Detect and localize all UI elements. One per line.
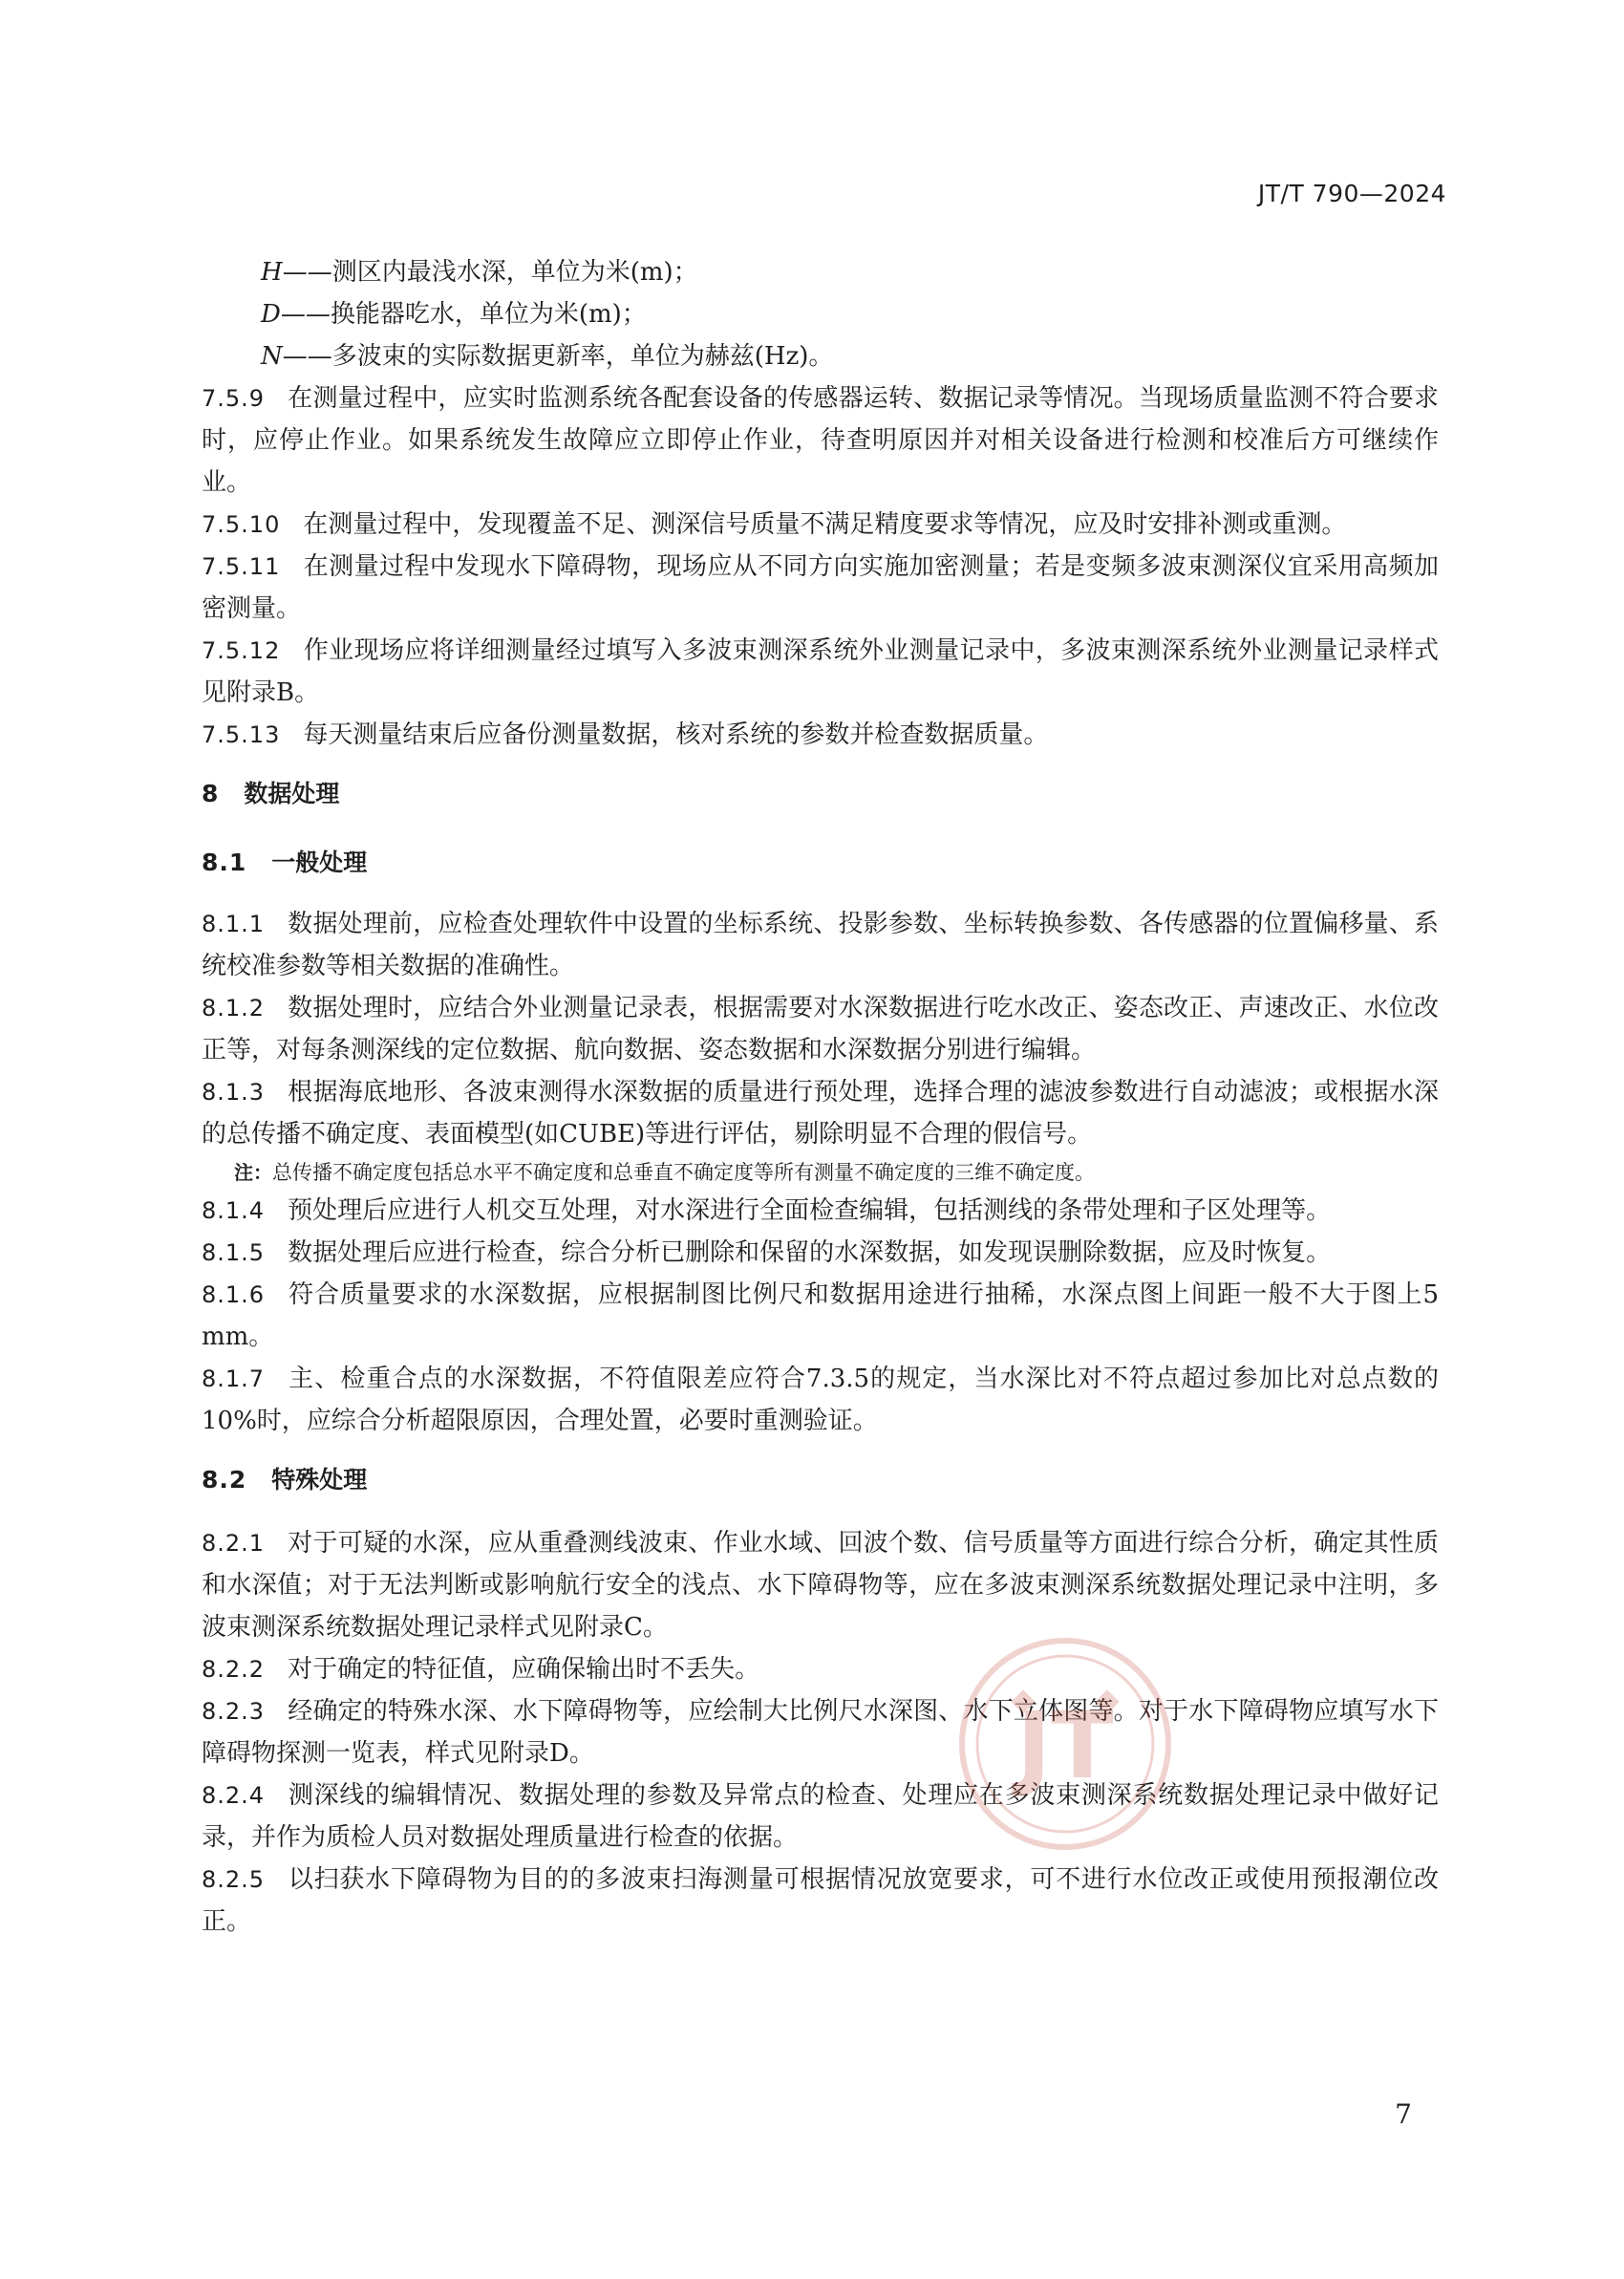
clause-number: 8.1.2 [202, 995, 266, 1021]
section-heading-8-2 [202, 1459, 1439, 1501]
clause-text: 主、检重合点的水深数据，不符值限差应符合7.3.5的规定，当水深比对不符点超过参加比对总点数的10%时，应综合分析超限原因，合理处置，必要时重测验证。 [202, 1365, 1439, 1435]
clause-text: 测深线的编辑情况、数据处理的参数及异常点的检查、处理应在多波束测深系统数据处理记录中做好记录，并作为质检人员对数据处理质量进行检查的依据。 [202, 1781, 1439, 1852]
section-heading-8-1 [202, 842, 1439, 884]
clause-8-2-1 [202, 1522, 1439, 1648]
clause-number: 7.5.13 [202, 721, 281, 748]
clause-number: 8.1.1 [202, 911, 266, 937]
clause-number: 8.2.2 [202, 1656, 266, 1683]
clause-number: 8.1.4 [202, 1197, 266, 1224]
clause-text: 根据海底地形、各波束测得水深数据的质量进行预处理，选择合理的滤波参数进行自动滤波；或根据水深的总传播不确定度、表面模型(如CUBE)等进行评估，剔除明显不合理的假信号。 [202, 1078, 1439, 1149]
clause-8-2-5 [202, 1859, 1439, 1943]
clause-number: 7.5.12 [202, 637, 281, 664]
note-text: 总传播不确定度包括总水平不确定度和总垂直不确定度等所有测量不确定度的三维不确定度。 [272, 1161, 1095, 1184]
note-label: 注： [234, 1161, 272, 1184]
section-title: 数据处理 [244, 780, 340, 807]
variable-symbol: H [261, 258, 283, 287]
clause-number: 8.1.5 [202, 1239, 266, 1266]
clause-text: 预处理后应进行人机交互处理，对水深进行全面检查编辑，包括测线的条带处理和子区处理等。 [288, 1196, 1332, 1225]
section-number: 8 [202, 780, 220, 807]
variable-symbol: N [261, 342, 283, 371]
variable-definition [202, 293, 1439, 335]
note [202, 1155, 1439, 1190]
clause-number: 8.2.1 [202, 1530, 266, 1557]
clause-number: 8.2.4 [202, 1782, 266, 1809]
page-body [202, 251, 1439, 1943]
clause-text: 对于可疑的水深，应从重叠测线波束、作业水域、回波个数、信号质量等方面进行综合分析，确定其性质和水深值；对于无法判断或影响航行安全的浅点、水下障碍物等，应在多波束测深系统数据处理记录中注明，多波束测深系统数据处理记录样式见附录C。 [202, 1529, 1439, 1642]
clause-text: 在测量过程中，发现覆盖不足、测深信号质量不满足精度要求等情况，应及时安排补测或重测。 [303, 510, 1347, 539]
section-number: 8.2 [202, 1466, 247, 1494]
clause-text: 数据处理时，应结合外业测量记录表，根据需要对水深数据进行吃水改正、姿态改正、声速改正、水位改正等，对每条测深线的定位数据、航向数据、姿态数据和水深数据分别进行编辑。 [202, 994, 1439, 1064]
clause-8-1-7 [202, 1358, 1439, 1442]
variable-description: ——测区内最浅水深，单位为米(m)； [282, 258, 698, 287]
variable-description: ——换能器吃水，单位为米(m)； [280, 300, 647, 329]
clause-8-1-5 [202, 1232, 1439, 1274]
clause-8-2-4 [202, 1774, 1439, 1859]
section-number: 8.1 [202, 849, 247, 876]
clause-7-5-13 [202, 714, 1439, 756]
section-heading-8 [202, 773, 1439, 815]
stamp-text: JT [1016, 1692, 1114, 1799]
clause-number: 7.5.11 [202, 553, 281, 580]
variable-list [202, 251, 1439, 377]
variable-definition [202, 251, 1439, 293]
clause-8-1-2 [202, 987, 1439, 1071]
clause-8-2-3 [202, 1690, 1439, 1774]
clause-number: 8.1.6 [202, 1281, 266, 1308]
section-title: 一般处理 [271, 849, 368, 876]
clause-number: 8.2.3 [202, 1698, 266, 1725]
clause-7-5-11 [202, 546, 1439, 630]
clause-8-2-2 [202, 1648, 1439, 1690]
variable-definition [202, 335, 1439, 377]
clause-7-5-12 [202, 630, 1439, 714]
document-code: JT/T 790—2024 [1257, 180, 1446, 207]
clause-number: 8.1.3 [202, 1079, 266, 1106]
variable-description: ——多波束的实际数据更新率，单位为赫兹(Hz)。 [282, 342, 834, 371]
clause-text: 符合质量要求的水深数据，应根据制图比例尺和数据用途进行抽稀，水深点图上间距一般不大于图上5 mm。 [202, 1280, 1439, 1351]
variable-symbol: D [261, 300, 281, 329]
clause-number: 7.5.9 [202, 385, 266, 412]
clause-8-1-1 [202, 903, 1439, 987]
clause-text: 经确定的特殊水深、水下障碍物等，应绘制大比例尺水深图、水下立体图等。对于水下障碍物应填写水下障碍物探测一览表，样式见附录D。 [202, 1697, 1439, 1768]
clause-8-1-3 [202, 1071, 1439, 1155]
section-title: 特殊处理 [271, 1466, 368, 1494]
clause-text: 每天测量结束后应备份测量数据，核对系统的参数并检查数据质量。 [303, 720, 1049, 749]
clause-text: 在测量过程中，应实时监测系统各配套设备的传感器运转、数据记录等情况。当现场质量监测不符合要求时，应停止作业。如果系统发生故障应立即停止作业，待查明原因并对相关设备进行检测和校准后方可继续作业。 [202, 384, 1439, 497]
clause-text: 以扫获水下障碍物为目的的多波束扫海测量可根据情况放宽要求，可不进行水位改正或使用预报潮位改正。 [202, 1865, 1439, 1936]
clause-text: 在测量过程中发现水下障碍物，现场应从不同方向实施加密测量；若是变频多波束测深仪宜采用高频加密测量。 [202, 552, 1439, 623]
clause-text: 数据处理后应进行检查，综合分析已删除和保留的水深数据，如发现误删除数据，应及时恢复。 [288, 1238, 1332, 1267]
clause-number: 8.1.7 [202, 1365, 266, 1392]
clause-text: 作业现场应将详细测量经过填写入多波束测深系统外业测量记录中，多波束测深系统外业测量记录样式见附录B。 [202, 636, 1439, 707]
clause-number: 7.5.10 [202, 511, 281, 538]
clause-8-1-4 [202, 1190, 1439, 1232]
page-number: 7 [1395, 2098, 1412, 2130]
clause-8-1-6 [202, 1274, 1439, 1358]
clause-text: 对于确定的特征值，应确保输出时不丢失。 [288, 1655, 760, 1684]
clause-7-5-9 [202, 377, 1439, 504]
clause-number: 8.2.5 [202, 1866, 266, 1893]
clause-7-5-10 [202, 504, 1439, 546]
clause-text: 数据处理前，应检查处理软件中设置的坐标系统、投影参数、坐标转换参数、各传感器的位置偏移量、系统校准参数等相关数据的准确性。 [202, 910, 1439, 980]
